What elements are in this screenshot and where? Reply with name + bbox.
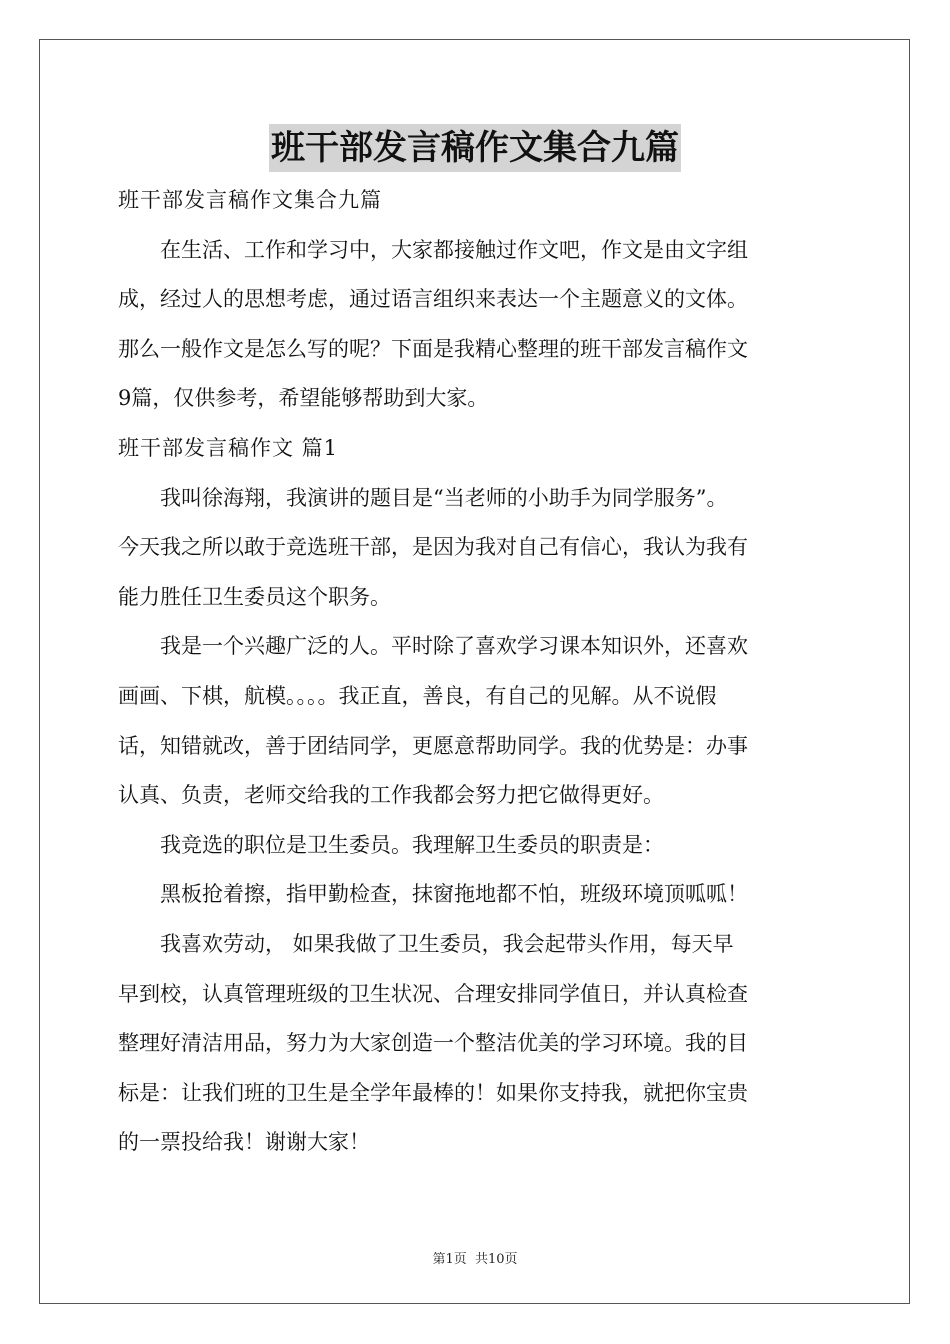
- text-line: 话，知错就改，善于团结同学，更愿意帮助同学。我的优势是：办事: [118, 733, 748, 758]
- body-paragraph: [118, 474, 834, 623]
- text-line: 9篇，仅供参考，希望能够帮助到大家。: [118, 386, 489, 411]
- body-paragraph: [118, 870, 834, 920]
- intro-paragraph: [118, 226, 834, 424]
- section-heading: 班干部发言稿作文 篇1: [118, 435, 339, 460]
- document-title: 班干部发言稿作文集合九篇: [269, 124, 681, 172]
- page-number: 第1页: [432, 1252, 467, 1267]
- text-line: 的一票投给我！谢谢大家！: [118, 1130, 370, 1155]
- text-line: 我是一个兴趣广泛的人。平时除了喜欢学习课本知识外，还喜欢: [118, 634, 748, 659]
- text-line: 标是：让我们班的卫生是全学年最棒的！如果你支持我，就把你宝贵: [118, 1080, 748, 1105]
- text-line: 早到校，认真管理班级的卫生状况、合理安排同学值日，并认真检查: [118, 981, 748, 1006]
- body-paragraph: [118, 821, 834, 871]
- text-line: 在生活、工作和学习中，大家都接触过作文吧，作文是由文字组: [118, 237, 748, 262]
- body-paragraph: [118, 920, 834, 1168]
- text-line: 我竞选的职位是卫生委员。我理解卫生委员的职责是：: [118, 832, 664, 857]
- page-footer: [0, 1248, 950, 1267]
- text-line: 整理好清洁用品，努力为大家创造一个整洁优美的学习环境。我的目: [118, 1031, 748, 1056]
- text-line: 画画、下棋，航模。。。。我正直，善良，有自己的见解。从不说假: [118, 683, 717, 708]
- text-line: 我叫徐海翔，我演讲的题目是“当老师的小助手为同学服务”。: [118, 485, 728, 510]
- document-body: [118, 176, 834, 1168]
- text-line: 能力胜任卫生委员这个职务。: [118, 584, 391, 609]
- title-container: [0, 124, 950, 172]
- text-line: 那么一般作文是怎么写的呢？下面是我精心整理的班干部发言稿作文: [118, 336, 748, 361]
- document-subtitle: 班干部发言稿作文集合九篇: [118, 188, 382, 212]
- text-line: 成，经过人的思想考虑，通过语言组织来表达一个主题意义的文体。: [118, 287, 748, 312]
- page-total: 共10页: [474, 1252, 518, 1267]
- text-line: 黑板抢着擦，指甲勤检查，抹窗拖地都不怕，班级环境顶呱呱！: [118, 882, 748, 907]
- body-paragraph: [118, 622, 834, 820]
- text-line: 认真、负责，老师交给我的工作我都会努力把它做得更好。: [118, 783, 664, 808]
- text-line: 我喜欢劳动， 如果我做了卫生委员，我会起带头作用，每天早: [118, 931, 734, 956]
- text-line: 今天我之所以敢于竞选班干部，是因为我对自己有信心，我认为我有: [118, 535, 748, 560]
